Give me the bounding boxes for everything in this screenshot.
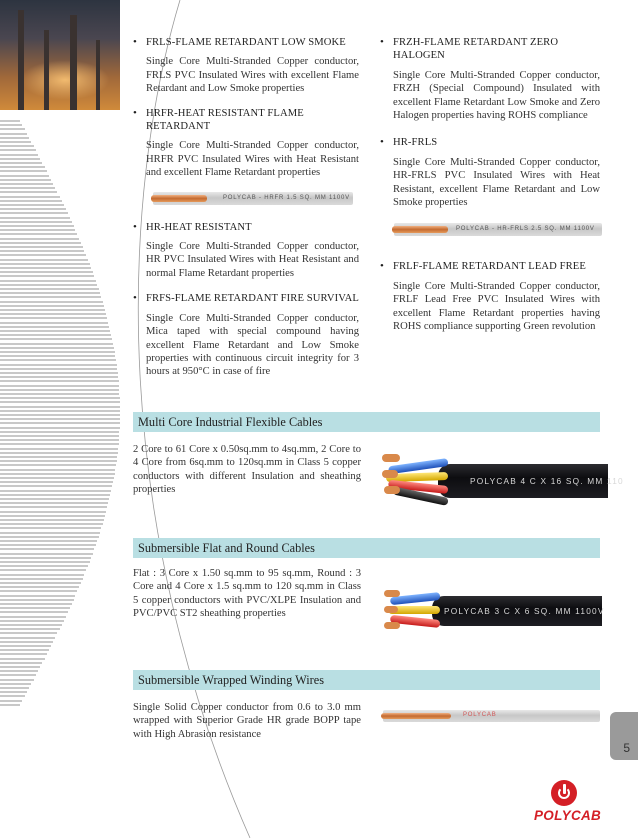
- decorative-stripe: [0, 162, 42, 164]
- section-banner-submersible-cables: Submersible Flat and Round Cables: [133, 538, 600, 558]
- decorative-stripe: [0, 355, 115, 357]
- decorative-stripe: [0, 662, 42, 664]
- decorative-stripe: [0, 284, 97, 286]
- polycab-logo: [534, 780, 602, 830]
- decorative-stripe: [0, 137, 29, 139]
- decorative-stripe: [0, 658, 45, 660]
- industrial-plant-photo: [0, 0, 120, 110]
- decorative-stripe: [0, 666, 40, 668]
- decorative-stripe: [0, 385, 119, 387]
- decorative-stripe: [0, 427, 120, 429]
- decorative-stripe: [0, 393, 119, 395]
- decorative-stripe: [0, 225, 74, 227]
- bullet-icon: •: [133, 36, 137, 48]
- decorative-stripe: [0, 485, 112, 487]
- decorative-stripe: [0, 624, 62, 626]
- decorative-stripe: [0, 670, 38, 672]
- decorative-stripe: [0, 330, 110, 332]
- wire-type-description: Single Core Multi-Stranded Copper conductor, HR PVC Insulated Wires with Heat Resistant and normal Flame Retardant properties: [146, 241, 359, 279]
- decorative-stripe: [0, 145, 34, 147]
- copper-core: [392, 226, 448, 233]
- decorative-stripe: [0, 683, 31, 685]
- copper-strands: [384, 486, 400, 494]
- decorative-stripe: [0, 649, 49, 651]
- section-description: Flat : 3 Core x 1.50 sq.mm to 95 sq.mm, Round : 3 Core and 4 Core x 1.5 sq.mm to 120 sq.mm in Class 5 copper conductors with PVC/XLPE Insulation and PVC/PVC ST2 sheathing properties: [133, 568, 361, 620]
- wire-type-item: [133, 221, 359, 281]
- wire-type-item: [133, 36, 359, 96]
- decorative-stripe: [0, 674, 36, 676]
- decorative-stripe: [0, 569, 86, 571]
- decorative-stripes: [0, 120, 120, 720]
- decorative-stripe: [0, 280, 96, 282]
- copper-strands: [382, 470, 398, 478]
- decorative-stripe: [0, 196, 60, 198]
- decorative-stripe: [0, 149, 36, 151]
- decorative-stripe: [0, 326, 109, 328]
- decorative-stripe: [0, 515, 105, 517]
- wire-type-description: Single Core Multi-Stranded Copper conductor, FRLF Lead Free PVC Insulated Wires with excellent Flame Retardant properties having ROHS compliance supporting Green revolution: [393, 280, 600, 333]
- decorative-stripe: [0, 166, 45, 168]
- decorative-stripe: [0, 695, 25, 697]
- wire-type-description: Single Core Multi-Stranded Copper conductor, FRLS PVC Insulated Wires with excellent Flame Retardant and Low Smoke properties: [146, 56, 359, 95]
- decorative-stripe: [0, 359, 116, 361]
- section-description: 2 Core to 61 Core x 0.50sq.mm to 4sq.mm, 2 Core to 4 Core from 6sq.mm to 120sq.mm in Class 5 copper conductors with different Insulation and sheathing properties: [133, 444, 361, 496]
- chimney-stack: [44, 30, 49, 110]
- wire-type-item: [380, 260, 600, 333]
- bullet-icon: •: [380, 36, 384, 48]
- decorative-stripe: [0, 406, 120, 408]
- decorative-stripe: [0, 187, 55, 189]
- chimney-stack: [96, 40, 100, 110]
- decorative-stripe: [0, 221, 72, 223]
- section-banner-winding-wires: Submersible Wrapped Winding Wires: [133, 670, 600, 690]
- decorative-stripe: [0, 590, 77, 592]
- decorative-stripe: [0, 305, 104, 307]
- decorative-stripe: [0, 469, 115, 471]
- decorative-stripe: [0, 364, 117, 366]
- decorative-stripe: [0, 452, 118, 454]
- decorative-stripe: [0, 628, 60, 630]
- bullet-icon: •: [133, 106, 137, 119]
- page-number: 5: [623, 741, 630, 755]
- decorative-stripe: [0, 477, 114, 479]
- decorative-stripe: [0, 511, 106, 513]
- decorative-stripe: [0, 120, 20, 122]
- decorative-stripe: [0, 292, 100, 294]
- copper-strands: [382, 454, 400, 462]
- hrfr-cable-image: [153, 192, 353, 205]
- wire-type-item: [380, 36, 600, 122]
- section-description: Single Solid Copper conductor from 0.6 to 3.0 mm wrapped with Superior Grade HR grade BOPP tape with High Abrasion resistance: [133, 702, 361, 740]
- decorative-stripe: [0, 347, 114, 349]
- decorative-stripe: [0, 527, 101, 529]
- multi-core-cable-image: [382, 446, 624, 512]
- decorative-stripe: [0, 540, 97, 542]
- decorative-stripe: [0, 620, 64, 622]
- decorative-stripe: [0, 704, 20, 706]
- decorative-stripe: [0, 687, 29, 689]
- decorative-stripe: [0, 519, 104, 521]
- decorative-stripe: [0, 208, 66, 210]
- wire-type-description: Single Core Multi-Stranded Copper conductor, FRZH (Special Compound) Insulated with excellent Flame Retardant Low Smoke and Zero Halogen properties having ROHS compliance: [393, 69, 600, 122]
- decorative-stripe: [0, 242, 81, 244]
- decorative-stripe: [0, 212, 68, 214]
- decorative-stripe: [0, 481, 113, 483]
- decorative-stripe: [0, 128, 25, 130]
- decorative-stripe: [0, 498, 109, 500]
- decorative-stripe: [0, 586, 79, 588]
- decorative-stripe: [0, 414, 120, 416]
- decorative-stripe: [0, 191, 57, 193]
- decorative-stripe: [0, 351, 115, 353]
- cable-print-text: POLYCAB - HRFR 1.5 SQ. MM 1100V: [223, 194, 350, 201]
- bullet-icon: •: [133, 292, 137, 305]
- cable-print-text: POLYCAB 3 C X 6 SQ. MM 1100V: [444, 606, 605, 616]
- decorative-stripe: [0, 460, 117, 462]
- chimney-stack: [18, 10, 24, 110]
- wire-type-description: Single Core Multi-Stranded Copper conductor, HR-FRLS PVC Insulated Wires with Heat Resistant, excellent Flame Retardant and Low Smoke properties: [393, 156, 600, 209]
- decorative-stripe: [0, 435, 119, 437]
- decorative-stripe: [0, 637, 55, 639]
- decorative-stripe: [0, 431, 119, 433]
- decorative-stripe: [0, 271, 93, 273]
- decorative-stripe: [0, 443, 119, 445]
- decorative-stripe: [0, 603, 72, 605]
- decorative-stripe: [0, 322, 108, 324]
- decorative-stripe: [0, 506, 107, 508]
- left-wire-column: [133, 36, 359, 390]
- decorative-stripe: [0, 229, 75, 231]
- decorative-stripe: [0, 456, 117, 458]
- decorative-stripe: [0, 561, 90, 563]
- decorative-stripe: [0, 422, 120, 424]
- wire-type-item: [133, 292, 359, 378]
- chimney-stack: [70, 15, 77, 110]
- cable-print-text: POLYCAB 4 C X 16 SQ. MM 110: [470, 476, 624, 486]
- decorative-stripe: [0, 389, 119, 391]
- decorative-stripe: [0, 158, 40, 160]
- decorative-stripe: [0, 523, 103, 525]
- decorative-stripe: [0, 267, 91, 269]
- decorative-stripe: [0, 700, 22, 702]
- decorative-stripe: [0, 368, 117, 370]
- decorative-stripe: [0, 343, 113, 345]
- decorative-stripe: [0, 645, 51, 647]
- decorative-stripe: [0, 448, 118, 450]
- decorative-stripe: [0, 439, 119, 441]
- decorative-stripe: [0, 641, 53, 643]
- decorative-stripe: [0, 616, 66, 618]
- section-banner-multi-core: Multi Core Industrial Flexible Cables: [133, 412, 600, 432]
- decorative-stripe: [0, 317, 107, 319]
- decorative-stripe: [0, 154, 38, 156]
- winding-wire-image: [383, 710, 600, 722]
- decorative-stripe: [0, 376, 118, 378]
- decorative-stripe: [0, 338, 112, 340]
- decorative-stripe: [0, 653, 47, 655]
- decorative-stripe: [0, 557, 91, 559]
- bullet-icon: •: [380, 260, 384, 273]
- wire-type-title: HRFR-HEAT RESISTANT FLAME RETARDANT: [146, 107, 304, 133]
- wire-type-description: Single Core Multi-Stranded Copper conductor, Mica taped with special compound having excellent Flame Retardant and Low Smoke properties with continuous circuit integrity for 3 hours at 950°C in case of fire: [146, 312, 359, 378]
- decorative-stripe: [0, 502, 108, 504]
- decorative-stripe: [0, 548, 94, 550]
- decorative-stripe: [0, 578, 83, 580]
- copper-strands: [384, 590, 400, 597]
- decorative-stripe: [0, 464, 116, 466]
- decorative-stripe: [0, 238, 79, 240]
- decorative-stripe: [0, 124, 22, 126]
- decorative-stripe: [0, 494, 110, 496]
- decorative-stripe: [0, 296, 101, 298]
- decorative-stripe: [0, 599, 74, 601]
- decorative-stripe: [0, 250, 84, 252]
- cable-print-text: POLYCAB: [463, 712, 497, 718]
- decorative-stripe: [0, 263, 90, 265]
- decorative-stripe: [0, 175, 49, 177]
- bullet-icon: •: [380, 136, 384, 149]
- decorative-stripe: [0, 254, 86, 256]
- decorative-stripe: [0, 553, 93, 555]
- cable-jacket: [432, 596, 605, 626]
- cable-jacket: [438, 464, 624, 498]
- decorative-stripe: [0, 607, 70, 609]
- decorative-stripe: [0, 632, 57, 634]
- wire-type-item: [133, 107, 359, 205]
- decorative-stripe: [0, 141, 31, 143]
- cable-print-text: POLYCAB - HR-FRLS 2.5 SQ. MM 1100V: [456, 226, 595, 233]
- decorative-stripe: [0, 532, 100, 534]
- wire-type-title: FRLF-FLAME RETARDANT LEAD FREE: [393, 261, 586, 273]
- decorative-stripe: [0, 611, 68, 613]
- decorative-stripe: [0, 595, 75, 597]
- decorative-stripe: [0, 397, 120, 399]
- decorative-stripe: [0, 301, 103, 303]
- wire-type-item: [380, 136, 600, 236]
- wire-type-title: FRFS-FLAME RETARDANT FIRE SURVIVAL: [146, 293, 359, 305]
- decorative-stripe: [0, 183, 53, 185]
- decorative-stripe: [0, 473, 115, 475]
- right-wire-column: [380, 36, 600, 345]
- decorative-stripe: [0, 372, 118, 374]
- power-icon: [551, 780, 577, 806]
- copper-core: [151, 195, 207, 202]
- decorative-stripe: [0, 259, 88, 261]
- decorative-stripe: [0, 691, 27, 693]
- decorative-stripe: [0, 401, 120, 403]
- decorative-stripe: [0, 233, 77, 235]
- decorative-stripe: [0, 490, 111, 492]
- submersible-cable-image: [384, 586, 605, 640]
- decorative-stripe: [0, 288, 99, 290]
- decorative-stripe: [0, 204, 64, 206]
- copper-strands: [384, 606, 398, 613]
- decorative-stripe: [0, 217, 70, 219]
- decorative-stripe: [0, 133, 27, 135]
- decorative-stripe: [0, 679, 34, 681]
- bullet-icon: •: [133, 220, 137, 233]
- decorative-stripe: [0, 313, 106, 315]
- decorative-stripe: [0, 246, 83, 248]
- decorative-stripe: [0, 536, 99, 538]
- wire-type-title: HR-HEAT RESISTANT: [146, 221, 252, 233]
- decorative-stripe: [0, 380, 119, 382]
- decorative-stripe: [0, 275, 94, 277]
- decorative-stripe: [0, 574, 84, 576]
- decorative-stripe: [0, 179, 51, 181]
- hr-frls-cable-image: [394, 223, 602, 236]
- decorative-stripe: [0, 410, 120, 412]
- copper-strands: [384, 622, 400, 629]
- decorative-stripe: [0, 170, 47, 172]
- decorative-stripe: [0, 334, 111, 336]
- wire-type-description: Single Core Multi-Stranded Copper conductor, HRFR PVC Insulated Wires with Heat Resistant and excellent Flame Retardant properties: [146, 140, 359, 179]
- wire-type-title: HR-FRLS: [393, 137, 438, 149]
- decorative-stripe: [0, 544, 96, 546]
- wire-type-title: FRLS-FLAME RETARDANT LOW SMOKE: [146, 37, 346, 48]
- decorative-stripe: [0, 418, 120, 420]
- decorative-stripe: [0, 200, 62, 202]
- decorative-stripe: [0, 565, 88, 567]
- wire-type-title: FRZH-FLAME RETARDANT ZERO HALOGEN: [393, 37, 559, 62]
- logo-text: POLYCAB: [534, 808, 602, 823]
- decorative-stripe: [0, 582, 81, 584]
- copper-core: [381, 713, 451, 719]
- decorative-stripe: [0, 309, 105, 311]
